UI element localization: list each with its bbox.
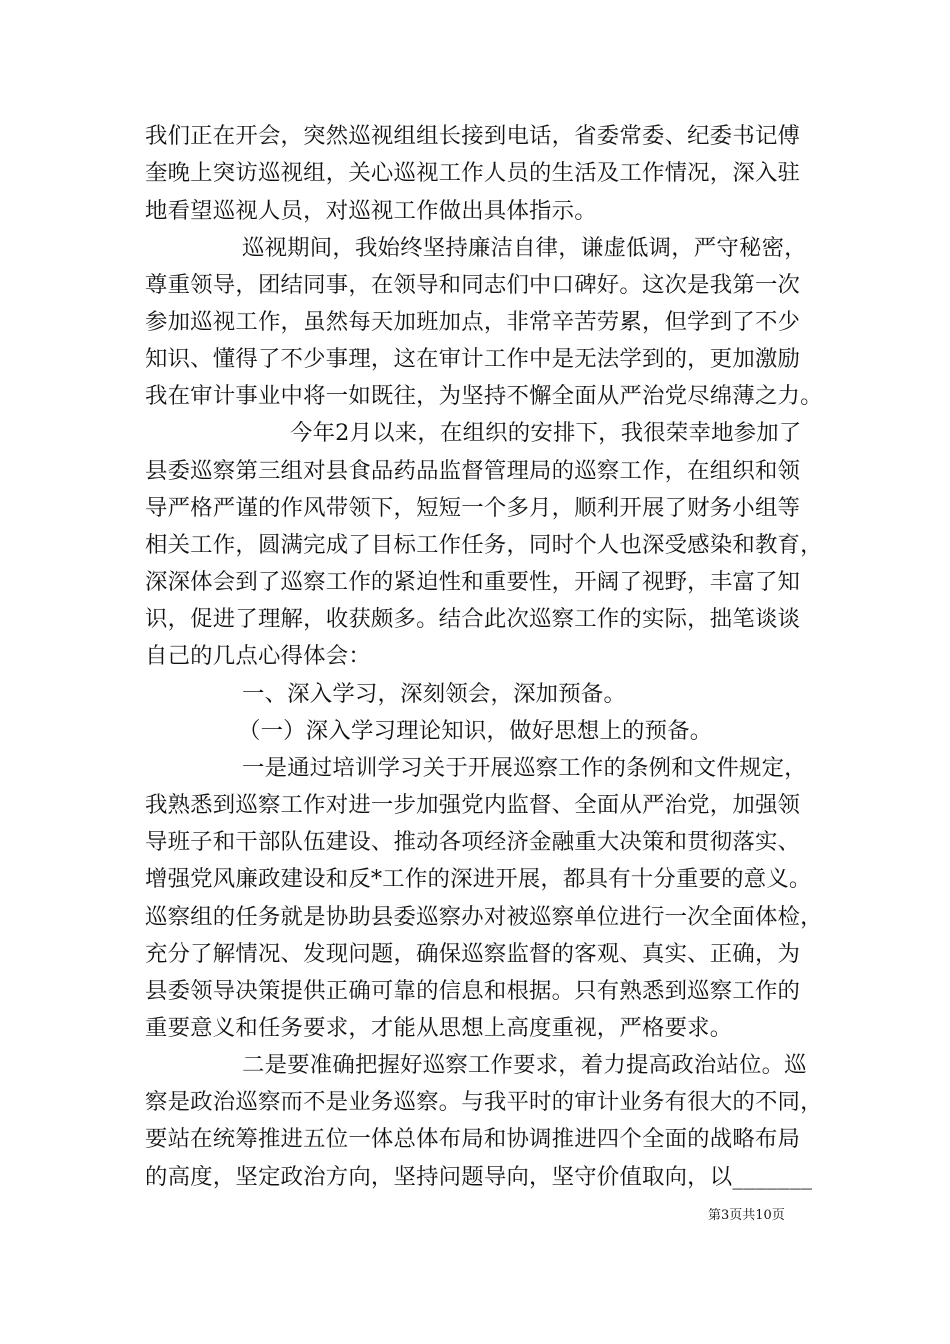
text-line: 识，促进了理解，收获颇多。结合此次巡察工作的实际，拙笔谈谈 bbox=[145, 606, 801, 632]
subsection-heading: （一）深入学习理论知识，做好思想上的预备。 bbox=[238, 718, 713, 744]
text-line: 奎晚上突访巡视组，关心巡视工作人员的生活及工作情况，深入驻 bbox=[145, 160, 801, 186]
section-heading: 一、深入学习，深刻领会，深加预备。 bbox=[242, 681, 627, 707]
text-line: 我们正在开会，突然巡视组组长接到电话，省委常委、纪委书记傅 bbox=[145, 123, 801, 149]
text-line: 知识、懂得了不少事理，这在审计工作中是无法学到的，更加激励 bbox=[145, 346, 801, 372]
text-line: 深深体会到了巡察工作的紧迫性和重要性，开阔了视野，丰富了知 bbox=[145, 569, 801, 595]
text-line: 二是要准确把握好巡察工作要求，着力提高政治站位。巡 bbox=[242, 1052, 807, 1078]
text-line: 尊重领导，团结同事，在领导和同志们中口碑好。这次是我第一次 bbox=[145, 272, 801, 298]
text-line: 县委领导决策提供正确可靠的信息和根据。只有熟悉到巡察工作的 bbox=[145, 978, 801, 1004]
text-line: 导严格严谨的作风带领下，短短一个多月，顺利开展了财务小组等 bbox=[145, 495, 801, 521]
text-line: 参加巡视工作，虽然每天加班加点，非常辛苦劳累，但学到了不少 bbox=[145, 309, 801, 335]
text-line: 要站在统筹推进五位一体总体布局和协调推进四个全面的战略布局 bbox=[145, 1126, 801, 1152]
text-line: 今年2月以来，在组织的安排下，我很荣幸地参加了 bbox=[290, 420, 802, 446]
page-number-footer: 第3页共10页 bbox=[708, 1208, 785, 1223]
text-line: 我熟悉到巡察工作对进一步加强党内监督、全面从严治党，加强领 bbox=[145, 792, 801, 818]
text-line: 地看望巡视人员，对巡视工作做出具体指示。 bbox=[145, 198, 597, 224]
text-line: 自己的几点心得体会： bbox=[145, 643, 371, 669]
text-line: 重要意义和任务要求，才能从思想上高度重视，严格要求。 bbox=[145, 1015, 733, 1041]
text-line: 县委巡察第三组对县食品药品监督管理局的巡察工作，在组织和领 bbox=[145, 458, 801, 484]
text-line: 巡察组的任务就是协助县委巡察办对被巡察单位进行一次全面体检， bbox=[145, 904, 823, 930]
text-line: 的高度，坚定政治方向，坚持问题导向，坚守价值取向，以_______ bbox=[145, 1164, 813, 1190]
text-line: 导班子和干部队伍建设、推动各项经济金融重大决策和贯彻落实、 bbox=[145, 829, 801, 855]
text-line: 充分了解情况、发现问题，确保巡察监督的客观、真实、正确，为 bbox=[145, 941, 801, 967]
text-line: 巡视期间，我始终坚持廉洁自律，谦虚低调，严守秘密， bbox=[242, 235, 807, 261]
text-line: 增强党风廉政建设和反*工作的深进开展，都具有十分重要的意义。 bbox=[145, 866, 812, 892]
text-line: 一是通过培训学习关于开展巡察工作的条例和文件规定， bbox=[242, 755, 807, 781]
text-line: 我在审计事业中将一如既往，为坚持不懈全面从严治党尽绵薄之力。 bbox=[145, 383, 823, 409]
text-line: 察是政治巡察而不是业务巡察。与我平时的审计业务有很大的不同， bbox=[145, 1089, 823, 1115]
text-line: 相关工作，圆满完成了目标工作任务，同时个人也深受感染和教育， bbox=[145, 532, 823, 558]
